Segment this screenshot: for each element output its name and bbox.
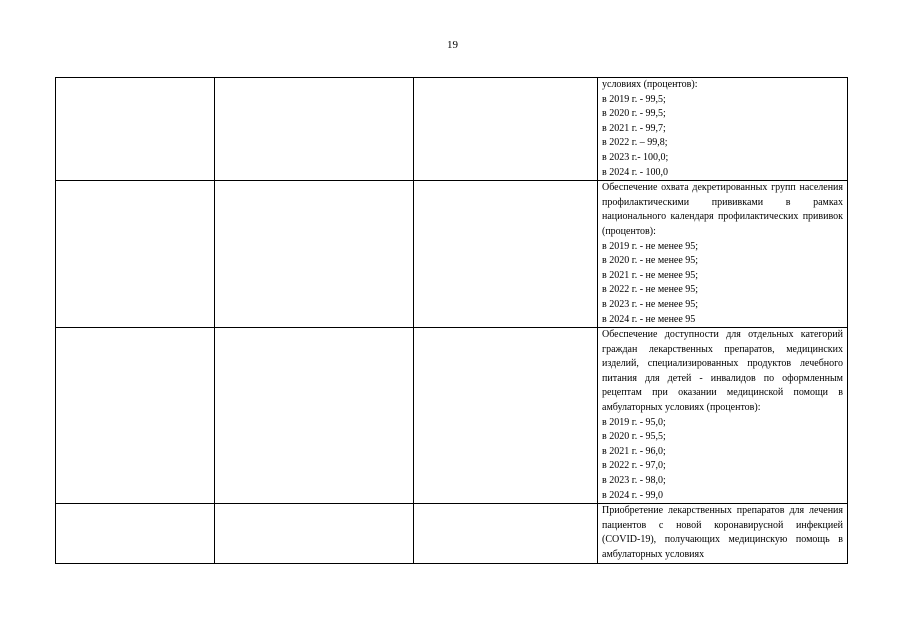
indicators-table — [55, 77, 848, 564]
year-value: в 2024 г. - 99,0 — [602, 489, 664, 501]
indicator-cell — [598, 181, 848, 328]
table-cell-empty — [414, 78, 598, 181]
table-cell-empty — [56, 504, 215, 563]
year-value: в 2019 г. - 99,5; — [602, 93, 666, 105]
year-value: в 2021 г. - 99,7; — [602, 122, 666, 134]
table-cell-empty — [414, 504, 598, 563]
year-value: в 2020 г. - 99,5; — [602, 108, 666, 120]
indicator-cell — [598, 504, 848, 563]
indicator-text: Приобретение лекарственных препаратов для лечения пациентов с новой коронавирусной инфекцией (COVID-19), получающих медицинскую помощь в амбулаторных условиях — [602, 505, 843, 560]
year-value: в 2023 г. - 98,0; — [602, 475, 666, 487]
table-cell-empty — [215, 181, 414, 328]
table-cell-empty — [56, 78, 215, 181]
indicator-cell — [598, 328, 848, 504]
year-value: в 2020 г. - 95,5; — [602, 431, 666, 443]
indicator-text: условиях (процентов): — [602, 79, 698, 90]
year-value: в 2022 г. - не менее 95; — [602, 284, 699, 296]
year-value: в 2022 г. – 99,8; — [602, 137, 668, 149]
year-value: в 2024 г. - не менее 95 — [602, 313, 696, 325]
year-value: в 2022 г. - 97,0; — [602, 460, 666, 472]
year-value: в 2019 г. - 95,0; — [602, 416, 666, 428]
year-value: в 2023 г.- 100,0; — [602, 151, 669, 163]
table-row — [56, 181, 848, 328]
page-number: 19 — [447, 39, 458, 51]
year-value: в 2023 г. - не менее 95; — [602, 298, 699, 310]
table-cell-empty — [215, 504, 414, 563]
indicator-text: Обеспечение охвата декретированных групп населения профилактическими прививками в рамках национального календаря профилактических прививок (процентов): — [602, 182, 843, 237]
indicator-cell — [598, 78, 848, 181]
table-cell-empty — [215, 328, 414, 504]
year-value: в 2024 г. - 100,0 — [602, 166, 669, 178]
table-cell-empty — [56, 181, 215, 328]
table-cell-empty — [56, 328, 215, 504]
table-cell-empty — [215, 78, 414, 181]
table-cell-empty — [414, 181, 598, 328]
year-value: в 2020 г. - не менее 95; — [602, 255, 699, 267]
year-value: в 2021 г. - 96,0; — [602, 445, 666, 457]
table-cell-empty — [414, 328, 598, 504]
table-row — [56, 504, 848, 563]
table-row — [56, 78, 848, 181]
year-value: в 2019 г. - не менее 95; — [602, 240, 699, 252]
indicator-text: Обеспечение доступности для отдельных категорий граждан лекарственных препаратов, медицинских изделий, специализированных продуктов лечебного питания для детей - инвалидов по оформленным рецептам при оказании медицинской помощи в амбулаторных условиях (процентов): — [602, 329, 843, 414]
table-row — [56, 328, 848, 504]
year-value: в 2021 г. - не менее 95; — [602, 269, 699, 281]
